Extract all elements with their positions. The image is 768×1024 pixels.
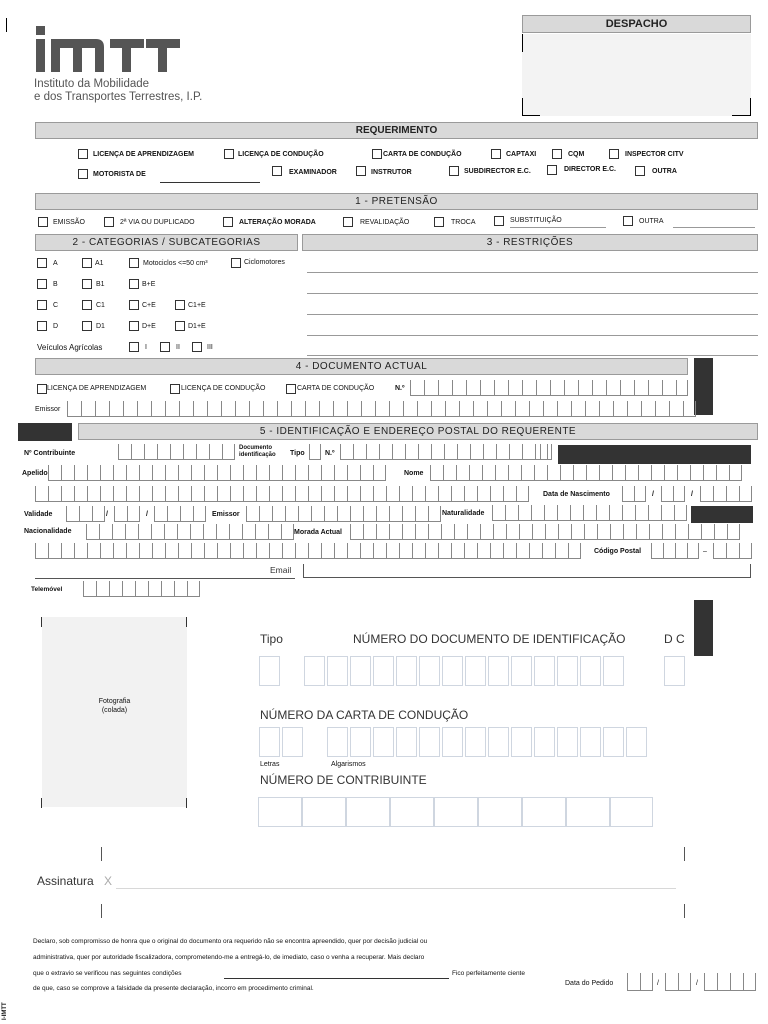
ident-apelido-label: Apelido bbox=[22, 470, 48, 477]
pret-alteracao-checkbox[interactable] bbox=[223, 217, 233, 227]
cat-agricolas-label: Veículos Agrícolas bbox=[37, 343, 103, 352]
doc-carta-conducao-label: CARTA DE CONDUÇÃO bbox=[297, 385, 375, 392]
req-director-label: DIRECTOR E.C. bbox=[564, 166, 616, 173]
req-motorista-line[interactable] bbox=[160, 182, 260, 183]
req-inspector-citv-checkbox[interactable] bbox=[609, 149, 619, 159]
doc-emissor-cells[interactable] bbox=[67, 401, 696, 417]
ident-email-label: Email bbox=[270, 565, 292, 575]
pret-outra-line[interactable] bbox=[673, 227, 755, 228]
photo-corner-tl bbox=[41, 617, 42, 627]
sig-corner-bl bbox=[101, 904, 102, 918]
ident-morada-cells[interactable] bbox=[350, 524, 740, 540]
despacho-corner-tl bbox=[522, 34, 523, 52]
carta-letras-label: Letras bbox=[260, 761, 280, 768]
ident-codigo-postal-label: Código Postal bbox=[594, 548, 642, 555]
doc-licenca-aprendizagem-checkbox[interactable] bbox=[37, 384, 47, 394]
ident-email-input[interactable] bbox=[303, 564, 751, 578]
pret-revalidacao-checkbox[interactable] bbox=[343, 217, 353, 227]
org-name-line2: e dos Transportes Terrestres, I.P. bbox=[34, 91, 203, 103]
cat-c-checkbox[interactable] bbox=[37, 300, 47, 310]
ident-nasc-ano-cells[interactable] bbox=[700, 486, 752, 502]
pret-substituicao-checkbox[interactable] bbox=[494, 216, 504, 226]
despacho-corner-br bbox=[750, 98, 751, 116]
ident-nome-label: Nome bbox=[404, 470, 424, 477]
photo-caption-line2: (colada) bbox=[101, 707, 128, 714]
ident-nacionalidade-cells[interactable] bbox=[86, 524, 294, 540]
cat-motociclos-label: Motociclos <=50 cm³ bbox=[143, 260, 208, 267]
cat-d1e-label: D1+E bbox=[188, 323, 206, 330]
cat-de-label: D+E bbox=[142, 323, 156, 330]
declaracao-line-3a: que o extravio se verificou nas seguintes condições bbox=[33, 970, 182, 977]
footer-code-text: I-IMTT bbox=[2, 1002, 8, 1020]
doc-licenca-aprendizagem-label: LICENÇA DE APRENDIZAGEM bbox=[47, 385, 147, 392]
contribuinte-cells[interactable] bbox=[258, 797, 653, 827]
carta-algarismos-label: Algarismos bbox=[331, 761, 366, 768]
pret-troca-checkbox[interactable] bbox=[434, 217, 444, 227]
sig-corner-tr bbox=[684, 847, 685, 861]
cat-agr-i-label: I bbox=[145, 344, 147, 351]
cat-a-label: A bbox=[53, 260, 58, 267]
ident-tipo-label: Tipo bbox=[290, 450, 305, 457]
ident-black-block-left bbox=[18, 423, 72, 441]
cat-agr-i-checkbox[interactable] bbox=[129, 342, 139, 352]
ident-validade-dia-cells[interactable] bbox=[66, 506, 105, 522]
req-subdirector-label: SUBDIRECTOR E.C. bbox=[464, 168, 531, 175]
ident-numero-label: N.º bbox=[325, 450, 335, 457]
identificacao-title: 5 - IDENTIFICAÇÃO E ENDEREÇO POSTAL DO REQUERENTE bbox=[78, 423, 758, 440]
ident-tipo-cells[interactable] bbox=[309, 444, 321, 460]
data-pedido-mes-cells[interactable] bbox=[665, 973, 691, 991]
req-licenca-aprendizagem-checkbox[interactable] bbox=[78, 149, 88, 159]
photo-corner-br bbox=[186, 798, 187, 808]
ident-apelido-cells[interactable] bbox=[48, 465, 386, 481]
req-subdirector-checkbox[interactable] bbox=[449, 166, 459, 176]
cat-be-label: B+E bbox=[142, 281, 156, 288]
declaracao-condicoes-line[interactable] bbox=[224, 978, 449, 979]
data-pedido-label: Data do Pedido bbox=[565, 980, 614, 987]
ident-validade-slash-2: / bbox=[146, 511, 148, 518]
documento-actual-title: 4 - DOCUMENTO ACTUAL bbox=[35, 358, 688, 375]
req-cqm-label: CQM bbox=[568, 151, 585, 158]
data-pedido-ano-cells[interactable] bbox=[704, 973, 756, 991]
despacho-title: DESPACHO bbox=[522, 15, 751, 33]
cat-a1-label: A1 bbox=[95, 260, 104, 267]
cat-ce-checkbox[interactable] bbox=[129, 300, 139, 310]
pret-outra-label: OUTRA bbox=[639, 218, 664, 225]
ident-email-line-left[interactable] bbox=[35, 578, 295, 579]
ident-documento-line2: identificação bbox=[239, 452, 276, 458]
doc-numero-label: N.º bbox=[395, 385, 405, 392]
pret-revalidacao-label: REVALIDAÇÃO bbox=[360, 219, 410, 226]
imtt-logo bbox=[34, 26, 184, 74]
docid-numero-cells[interactable] bbox=[304, 656, 624, 686]
cat-ciclomotores-label: Ciclomotores bbox=[244, 259, 285, 266]
despacho-corner-b1 bbox=[522, 115, 540, 116]
req-carta-conducao-checkbox[interactable] bbox=[372, 149, 382, 159]
signature-x-mark: X bbox=[104, 874, 113, 888]
cat-agr-iii-label: III bbox=[207, 344, 213, 351]
ident-naturalidade-label: Naturalidade bbox=[442, 510, 485, 517]
cat-b1-checkbox[interactable] bbox=[82, 279, 92, 289]
req-captaxi-label: CAPTAXI bbox=[506, 151, 537, 158]
ident-numero-dc-cell[interactable] bbox=[540, 444, 552, 460]
cat-be-checkbox[interactable] bbox=[129, 279, 139, 289]
ident-cp4-cells[interactable] bbox=[651, 543, 699, 559]
docid-black-block bbox=[694, 600, 713, 656]
docid-dc-cell[interactable] bbox=[664, 656, 685, 686]
cat-a1-checkbox[interactable] bbox=[82, 258, 92, 268]
ident-emissor-label: Emissor bbox=[212, 511, 240, 518]
pret-2via-label: 2ª VIA OU DUPLICADO bbox=[120, 219, 195, 226]
cat-d1e-checkbox[interactable] bbox=[175, 321, 185, 331]
ident-cp-dash: – bbox=[703, 548, 707, 555]
contribuinte-titulo-label: NÚMERO DE CONTRIBUINTE bbox=[260, 773, 427, 787]
corner-mark bbox=[6, 18, 7, 32]
docid-tipo-label: Tipo bbox=[260, 632, 283, 646]
req-licenca-aprendizagem-label: LICENÇA DE APRENDIZAGEM bbox=[93, 151, 194, 158]
cat-motociclos-checkbox[interactable] bbox=[129, 258, 139, 268]
restricoes-title: 3 - RESTRIÇÕES bbox=[302, 234, 758, 251]
docid-numero-label: NÚMERO DO DOCUMENTO DE IDENTIFICAÇÃO bbox=[353, 632, 626, 646]
photo-caption-line1: Fotografia bbox=[98, 698, 131, 705]
carta-algarismos-cells[interactable] bbox=[327, 727, 647, 757]
signature-line[interactable] bbox=[116, 888, 676, 889]
ident-contribuinte-cells[interactable] bbox=[118, 444, 235, 460]
declaracao-line-4: de que, caso se comprove a falsidade da presente declaração, incorro em procedimento criminal. bbox=[33, 985, 314, 992]
ident-morada-label: Morada Actual bbox=[294, 529, 342, 536]
restricoes-line-2[interactable] bbox=[307, 293, 758, 294]
ident-contribuinte-label: Nº Contribuinte bbox=[24, 450, 76, 457]
data-pedido-slash-1: / bbox=[657, 980, 659, 987]
pret-outra-checkbox[interactable] bbox=[623, 216, 633, 226]
carta-titulo-label: NÚMERO DA CARTA DE CONDUÇÃO bbox=[260, 708, 469, 722]
cat-b-checkbox[interactable] bbox=[37, 279, 47, 289]
cat-d1-checkbox[interactable] bbox=[82, 321, 92, 331]
footer-code bbox=[0, 1000, 24, 1020]
pret-troca-label: TROCA bbox=[451, 219, 476, 226]
cat-b1-label: B1 bbox=[96, 281, 105, 288]
ident-nasc-slash-2: / bbox=[691, 491, 693, 498]
ident-telemovel-label: Telemóvel bbox=[31, 586, 63, 593]
pret-substituicao-label: SUBSTITUIÇÃO bbox=[510, 217, 562, 224]
org-name bbox=[34, 78, 202, 104]
despacho-corner-b2 bbox=[732, 115, 751, 116]
cat-agr-ii-checkbox[interactable] bbox=[160, 342, 170, 352]
doc-emissor-label: Emissor bbox=[35, 406, 61, 413]
restricoes-line-5[interactable] bbox=[307, 355, 758, 356]
req-motorista-checkbox[interactable] bbox=[78, 169, 88, 179]
categorias-title: 2 - CATEGORIAS / SUBCATEGORIAS bbox=[35, 234, 298, 251]
ident-validade-ano-cells[interactable] bbox=[154, 506, 206, 522]
ident-documento-line1: Documento bbox=[239, 445, 272, 451]
doc-licenca-conducao-label: LICENÇA DE CONDUÇÃO bbox=[181, 385, 266, 392]
ident-cp3-cells[interactable] bbox=[713, 543, 752, 559]
doc-carta-conducao-checkbox[interactable] bbox=[286, 384, 296, 394]
photo-corner-tr bbox=[186, 617, 187, 627]
carta-letras-cells[interactable] bbox=[259, 727, 303, 757]
pret-alteracao-label: ALTERAÇÃO MORADA bbox=[239, 219, 316, 226]
req-cqm-checkbox[interactable] bbox=[552, 149, 562, 159]
declaracao-line-1: Declaro, sob compromisso de honra que o original do documento ora requerido não se encontra apreendido, quer por decisão judicial ou bbox=[33, 938, 428, 945]
req-outra-checkbox[interactable] bbox=[635, 166, 645, 176]
cat-c1e-checkbox[interactable] bbox=[175, 300, 185, 310]
doc-licenca-conducao-checkbox[interactable] bbox=[170, 384, 180, 394]
declaracao-line-2: administrativa, quer por autoridade fiscalizadora, comprometendo-me a entregá-lo, de imediato, caso o venha a recuperar. Mais declaro bbox=[33, 954, 425, 961]
ident-nome-continuacao-cells[interactable] bbox=[35, 486, 529, 502]
ident-black-block-right bbox=[558, 445, 751, 464]
req-licenca-conducao-label: LICENÇA DE CONDUÇÃO bbox=[238, 151, 324, 158]
cat-c1-checkbox[interactable] bbox=[82, 300, 92, 310]
cat-b-label: B bbox=[53, 281, 58, 288]
restricoes-line-3[interactable] bbox=[307, 314, 758, 315]
data-pedido-dia-cells[interactable] bbox=[627, 973, 653, 991]
ident-documento-label bbox=[239, 445, 276, 459]
pret-2via-checkbox[interactable] bbox=[104, 217, 114, 227]
docid-dc-label: D C bbox=[664, 632, 685, 646]
photo-corner-bl bbox=[41, 798, 42, 808]
cat-a-checkbox[interactable] bbox=[37, 258, 47, 268]
ident-nome-cells[interactable] bbox=[430, 465, 742, 481]
ident-black-block-naturalidade bbox=[691, 506, 753, 523]
restricoes-line-1[interactable] bbox=[307, 272, 758, 273]
requerimento-title: REQUERIMENTO bbox=[35, 122, 758, 139]
sig-corner-br bbox=[684, 904, 685, 918]
ident-naturalidade-cells[interactable] bbox=[492, 505, 687, 521]
cat-c1-label: C1 bbox=[96, 302, 105, 309]
org-name-line1: Instituto da Mobilidade bbox=[34, 78, 150, 90]
despacho-box[interactable] bbox=[522, 34, 751, 116]
cat-d1-label: D1 bbox=[96, 323, 105, 330]
declaracao-line-3b: Fico perfeitamente ciente bbox=[452, 970, 525, 977]
doc-numero-cells[interactable] bbox=[410, 380, 688, 396]
cat-d-checkbox[interactable] bbox=[37, 321, 47, 331]
cat-agr-iii-checkbox[interactable] bbox=[192, 342, 202, 352]
restricoes-line-4[interactable] bbox=[307, 335, 758, 336]
ident-numero-cells[interactable] bbox=[340, 444, 548, 460]
cat-de-checkbox[interactable] bbox=[129, 321, 139, 331]
req-examinador-checkbox[interactable] bbox=[272, 166, 282, 176]
ident-emissor-cells[interactable] bbox=[246, 506, 441, 522]
req-instrutor-label: INSTRUTOR bbox=[371, 169, 412, 176]
pret-substituicao-line[interactable] bbox=[510, 227, 606, 228]
ident-data-nascimento-label: Data de Nascimento bbox=[543, 491, 610, 498]
ident-validade-label: Validade bbox=[24, 511, 53, 518]
cat-c1e-label: C1+E bbox=[188, 302, 206, 309]
despacho-corner-bl bbox=[522, 98, 523, 116]
ident-nasc-slash-1: / bbox=[652, 491, 654, 498]
ident-nasc-mes-cells[interactable] bbox=[661, 486, 685, 502]
photo-caption bbox=[42, 697, 187, 715]
req-licenca-conducao-checkbox[interactable] bbox=[224, 149, 234, 159]
cat-agr-ii-label: II bbox=[176, 344, 180, 351]
req-examinador-label: EXAMINADOR bbox=[289, 169, 337, 176]
pretensao-title: 1 - PRETENSÃO bbox=[35, 193, 758, 210]
pret-emissao-checkbox[interactable] bbox=[38, 217, 48, 227]
req-inspector-citv-label: INSPECTOR CITV bbox=[625, 151, 684, 158]
req-captaxi-checkbox[interactable] bbox=[491, 149, 501, 159]
ident-validade-mes-cells[interactable] bbox=[114, 506, 140, 522]
signature-label: Assinatura bbox=[37, 874, 94, 888]
req-outra-label: OUTRA bbox=[652, 168, 677, 175]
ident-validade-slash-1: / bbox=[106, 511, 108, 518]
pret-emissao-label: EMISSÃO bbox=[53, 219, 85, 226]
cat-ce-label: C+E bbox=[142, 302, 156, 309]
sig-corner-tl bbox=[101, 847, 102, 861]
req-carta-conducao-label: CARTA DE CONDUÇÃO bbox=[383, 151, 462, 158]
cat-ciclomotores-checkbox[interactable] bbox=[231, 258, 241, 268]
req-motorista-label: MOTORISTA DE bbox=[93, 171, 146, 178]
ident-nasc-dia-cells[interactable] bbox=[622, 486, 646, 502]
req-instrutor-checkbox[interactable] bbox=[356, 166, 366, 176]
docid-tipo-cell[interactable] bbox=[259, 656, 280, 686]
ident-telemovel-cells[interactable] bbox=[83, 581, 200, 597]
cat-c-label: C bbox=[53, 302, 59, 309]
ident-morada-continuacao-cells[interactable] bbox=[35, 543, 581, 559]
req-director-checkbox[interactable] bbox=[547, 165, 557, 175]
data-pedido-slash-2: / bbox=[696, 980, 698, 987]
ident-nacionalidade-label: Nacionalidade bbox=[24, 528, 72, 535]
doc-actual-black-block bbox=[694, 358, 713, 415]
cat-d-label: D bbox=[53, 323, 59, 330]
